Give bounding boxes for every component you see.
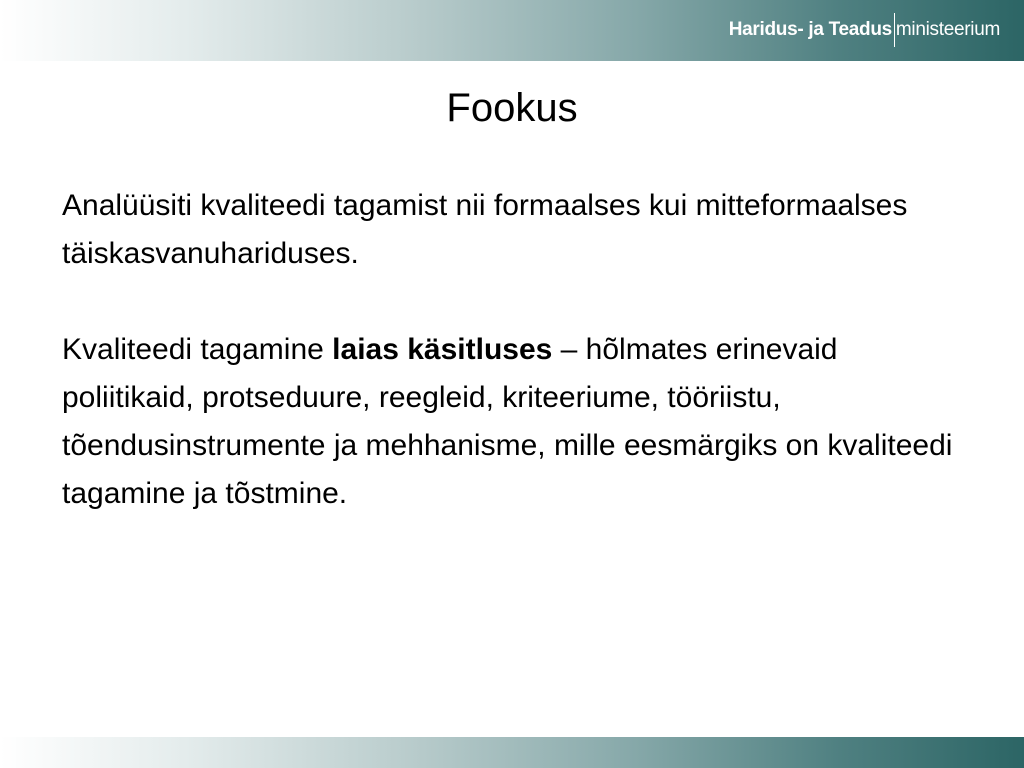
ministry-logo	[729, 12, 1000, 48]
paragraph-definition	[62, 326, 962, 518]
logo-text-bold: Haridus- ja Teadus	[728, 19, 892, 40]
footer-banner	[0, 737, 1024, 768]
definition-intro: Kvaliteedi tagamine	[62, 333, 333, 366]
logo-text-light: ministeerium	[895, 19, 1000, 40]
header-banner	[0, 0, 1024, 61]
paragraph-scope: Analüüsiti kvaliteedi tagamist nii formaalses kui mitteformaalses täiskasvanuhariduses.	[62, 189, 908, 270]
slide-body	[62, 182, 962, 518]
paragraph-spacer	[62, 278, 962, 326]
definition-emphasis: laias käsitluses	[332, 333, 553, 366]
slide-title: Fookus	[446, 86, 578, 130]
logo-separator	[894, 13, 895, 47]
definition-rest: – hõlmates erinevaid poliitikaid, protseduure, reegleid, kriteeriume, tööriistu, tõendusinstrumente ja mehhanisme, mille eesmärgiks on kvaliteedi tagamine ja tõstmine.	[62, 333, 953, 510]
